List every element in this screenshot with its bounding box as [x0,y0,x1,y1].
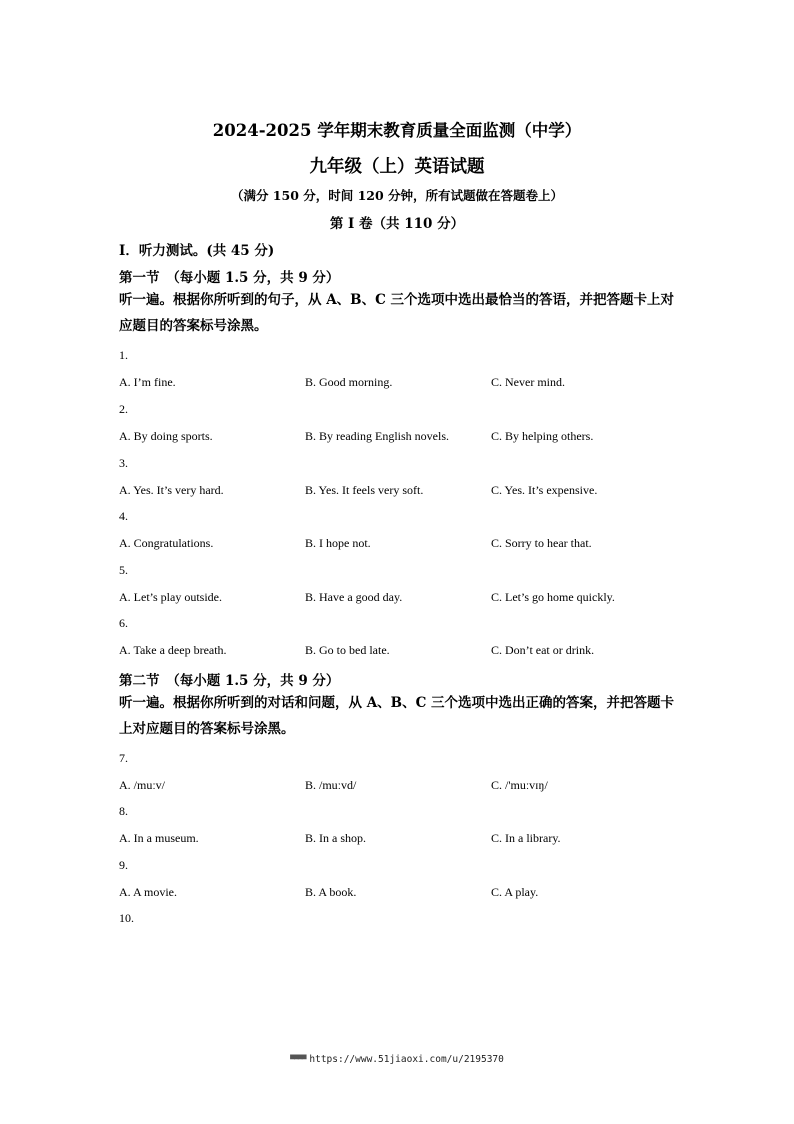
footer-url-link[interactable]: https://www.51jiaoxi.com/u/2195370 [309,1054,504,1065]
option-a: A. /muːv/ [119,778,166,792]
volume-heading: 第 Ⅰ 卷（共 110 分） [329,216,465,232]
section2-instruction: 听一遍。根据你所听到的对话和问题，从 A、B、C 三个选项中选出正确的答案，并把答题卡上对应题目的答案标号涂黑。 [119,695,675,737]
question-number: 3. [119,456,128,470]
exam-note: （满分 150 分，时间 120 分钟，所有试题做在答题卷上） [230,188,564,203]
option-a: A. I’m fine. [119,375,176,389]
part1-heading: Ⅰ．听力测试。(共 45 分) [119,243,275,259]
option-b: B. Have a good day. [305,590,403,604]
option-a: A. Yes. It’s very hard. [119,483,224,497]
exam-title: 2024-2025 学年期末教育质量全面监测（中学） [212,121,582,140]
question-number: 4. [119,509,128,523]
question-number: 9. [119,858,128,872]
option-b: B. /muːvd/ [305,778,357,792]
question-number: 2. [119,402,128,416]
option-c: C. By helping others. [491,429,594,443]
section1-instruction: 听一遍。根据你所听到的句子，从 A、B、C 三个选项中选出最恰当的答语，并把答题卡上对应题目的答案标号涂黑。 [119,292,675,334]
option-a: A. A movie. [119,885,178,899]
option-c: C. /'muːvɪŋ/ [491,778,548,792]
option-c: C. Never mind. [491,375,565,389]
option-a: A. Let’s play outside. [119,590,222,604]
option-c: C. Yes. It’s expensive. [491,483,598,497]
option-b: B. By reading English novels. [305,429,449,443]
option-b: B. I hope not. [305,536,371,550]
question-number: 5. [119,563,128,577]
option-a: A. Take a deep breath. [119,643,227,657]
option-c: C. In a library. [491,831,561,845]
question-number: 6. [119,616,128,630]
question-number: 10. [119,911,134,925]
option-c: C. Sorry to hear that. [491,536,592,550]
option-b: B. Go to bed late. [305,643,390,657]
option-c: C. A play. [491,885,539,899]
section1-heading: 第一节 （每小题 1.5 分，共 9 分） [119,270,340,286]
option-b: B. Good morning. [305,375,393,389]
option-a: A. Congratulations. [119,536,214,550]
option-b: B. Yes. It feels very soft. [305,483,424,497]
section2-heading: 第二节 （每小题 1.5 分，共 9 分） [119,673,340,689]
option-a: A. In a museum. [119,831,199,845]
option-b: B. In a shop. [305,831,366,845]
page-footer [0,1054,794,1065]
exam-subtitle: 九年级（上）英语试题 [309,157,485,177]
question-number: 8. [119,804,128,818]
option-c: C. Let’s go home quickly. [491,590,615,604]
option-a: A. By doing sports. [119,429,213,443]
question-number: 7. [119,751,128,765]
option-b: B. A book. [305,885,357,899]
option-c: C. Don’t eat or drink. [491,643,595,657]
question-number: 1. [119,348,128,362]
site-logo-icon: ▀▀▀▀ [290,1055,306,1064]
